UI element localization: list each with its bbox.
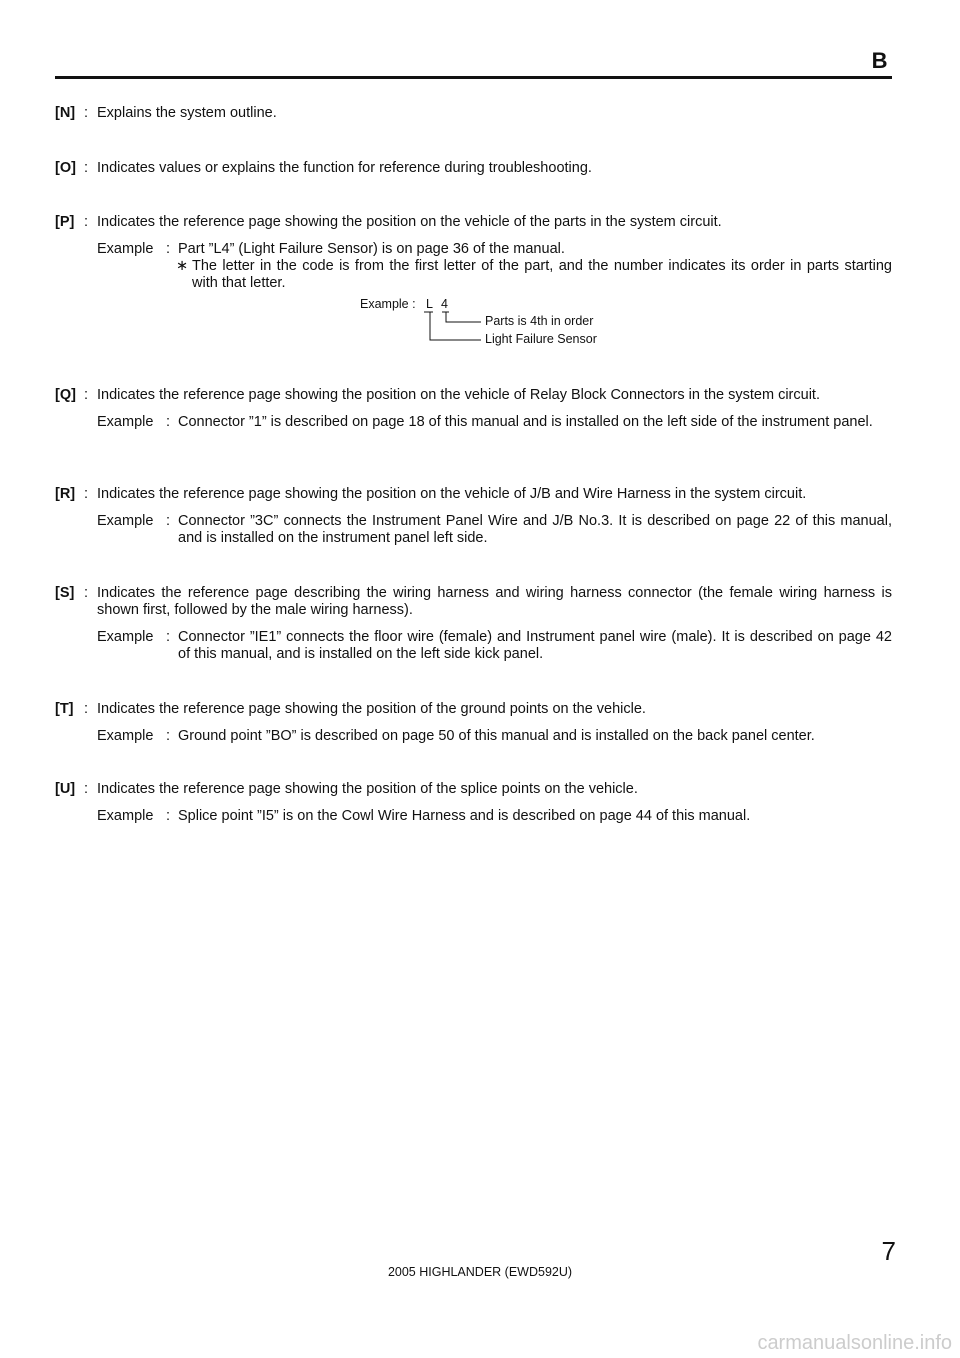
entry-tag: [P] [55,214,75,230]
example-label: Example [97,808,154,824]
diagram-label-number: Parts is 4th in order [485,314,594,328]
example-colon: : [166,629,171,645]
example-colon: : [166,414,171,430]
entry-description: Indicates the reference page showing the position on the vehicle of J/B and Wire Harness in the system circuit. [97,486,807,502]
entry-colon: : [84,486,89,502]
entry-colon: : [84,214,89,230]
example-colon: : [166,241,171,257]
example-label: Example [97,414,154,430]
code-example-diagram [350,296,670,356]
example-text: Connector ”1” is described on page 18 of this manual and is installed on the left side of the instrument panel. [178,414,873,430]
entry-tag: [Q] [55,387,76,403]
header-rule [55,76,892,79]
entry-colon: : [84,105,89,121]
example-colon: : [166,808,171,824]
entry-description: Indicates values or explains the function for reference during troubleshooting. [97,160,592,176]
entry-tag: [O] [55,160,76,176]
entry-tag: [R] [55,486,76,502]
section-letter: B [871,48,888,73]
diagram-example-prefix: Example : [360,297,416,311]
entry-tag: [U] [55,781,76,797]
entry-description: Indicates the reference page showing the position of the ground points on the vehicle. [97,701,646,717]
example-label: Example [97,629,154,645]
document-title: 2005 HIGHLANDER (EWD592U) [387,1265,573,1279]
diagram-code-number: 4 [441,297,448,311]
example-text: Connector ”3C” connects the Instrument Panel Wire and J/B No.3. It is described on page 22 of this manual, and is installed on the instrument panel left side. [178,513,892,546]
entry-description: Indicates the reference page showing the position on the vehicle of the parts in the system circuit. [97,214,722,230]
watermark: carmanualsonline.info [757,1332,952,1354]
entry-description: Indicates the reference page describing the wiring harness and wiring harness connector (the female wiring harness is shown first, followed by the male wiring harness). [97,585,892,618]
example-colon: : [166,513,171,529]
entry-colon: : [84,160,89,176]
entry-colon: : [84,585,89,601]
example-text: Part ”L4” (Light Failure Sensor) is on page 36 of the manual. [178,241,565,257]
diagram-code-letter: L [426,297,433,311]
example-colon: : [166,728,171,744]
entry-colon: : [84,781,89,797]
note-asterisk: ∗ [176,258,189,274]
example-text: Splice point ”I5” is on the Cowl Wire Harness and is described on page 44 of this manual. [178,808,751,824]
entry-colon: : [84,701,89,717]
entry-description: Indicates the reference page showing the position of the splice points on the vehicle. [97,781,638,797]
page-number: 7 [881,1236,896,1266]
entry-description: Explains the system outline. [97,105,277,121]
note-text: The letter in the code is from the first letter of the part, and the number indicates its order in parts starting with that letter. [192,258,892,291]
entry-tag: [N] [55,105,76,121]
entry-tag: [S] [55,585,75,601]
example-label: Example [97,241,154,257]
example-label: Example [97,728,154,744]
entry-description: Indicates the reference page showing the position on the vehicle of Relay Block Connectors in the system circuit. [97,387,820,403]
example-label: Example [97,513,154,529]
example-text: Connector ”IE1” connects the floor wire (female) and Instrument panel wire (male). It is described on page 42 of this manual, and is installed on the left side kick panel. [178,629,892,662]
entry-tag: [T] [55,701,74,717]
example-text: Ground point ”BO” is described on page 50 of this manual and is installed on the back panel center. [178,728,815,744]
entry-colon: : [84,387,89,403]
diagram-label-letter: Light Failure Sensor [485,332,597,346]
